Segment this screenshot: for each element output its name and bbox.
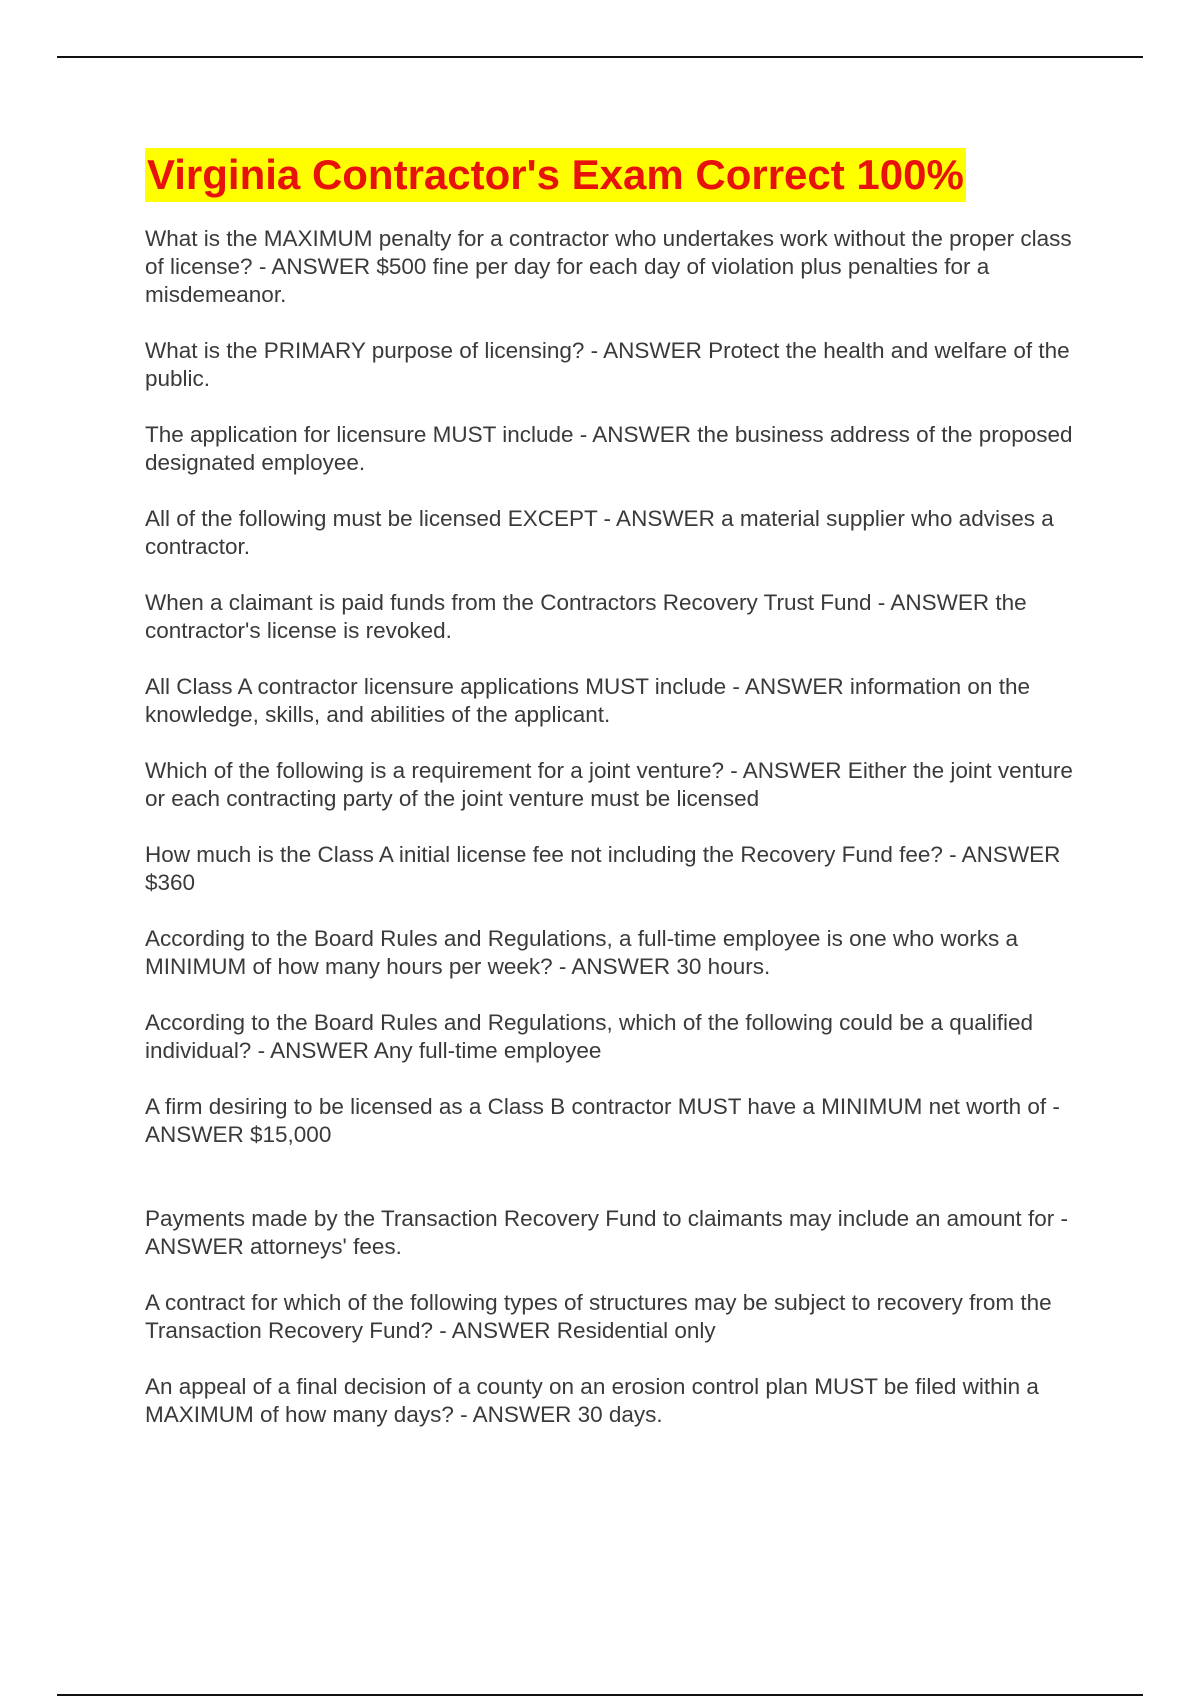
document-content — [145, 148, 1090, 1457]
qa-item: What is the PRIMARY purpose of licensing? - ANSWER Protect the health and welfare of the public. — [145, 338, 1070, 391]
qa-item: When a claimant is paid funds from the Contractors Recovery Trust Fund - ANSWER the contractor's license is revoked. — [145, 590, 1027, 643]
qa-item: Payments made by the Transaction Recovery Fund to claimants may include an amount for - ANSWER attorneys' fees. — [145, 1206, 1068, 1259]
qa-item: All of the following must be licensed EXCEPT - ANSWER a material supplier who advises a contractor. — [145, 506, 1054, 559]
qa-item: All Class A contractor licensure applications MUST include - ANSWER information on the knowledge, skills, and abilities of the applicant. — [145, 674, 1030, 727]
qa-item: Which of the following is a requirement for a joint venture? - ANSWER Either the joint venture or each contracting party of the joint venture must be licensed — [145, 758, 1073, 811]
footer-rule — [57, 1694, 1143, 1696]
qa-item: According to the Board Rules and Regulations, which of the following could be a qualified individual? - ANSWER Any full-time employee — [145, 1010, 1034, 1063]
qa-item: What is the MAXIMUM penalty for a contractor who undertakes work without the proper class of license? - ANSWER $500 fine per day for each day of violation plus penalties for a misdemeanor. — [145, 226, 1072, 307]
qa-item: The application for licensure MUST include - ANSWER the business address of the proposed designated employee. — [145, 422, 1073, 475]
qa-item: How much is the Class A initial license fee not including the Recovery Fund fee? - ANSWER $360 — [145, 842, 1061, 895]
qa-item: A firm desiring to be licensed as a Class B contractor MUST have a MINIMUM net worth of - ANSWER $15,000 — [145, 1094, 1060, 1147]
header-rule — [57, 56, 1143, 58]
qa-list — [145, 225, 1090, 1429]
qa-item: According to the Board Rules and Regulations, a full-time employee is one who works a MINIMUM of how many hours per week? - ANSWER 30 hours. — [145, 926, 1018, 979]
document-title: Virginia Contractor's Exam Correct 100% — [145, 148, 966, 202]
qa-item: A contract for which of the following types of structures may be subject to recovery from the Transaction Recovery Fund? - ANSWER Residential only — [145, 1290, 1052, 1343]
qa-item: An appeal of a final decision of a county on an erosion control plan MUST be filed within a MAXIMUM of how many days? - ANSWER 30 days. — [145, 1374, 1039, 1427]
